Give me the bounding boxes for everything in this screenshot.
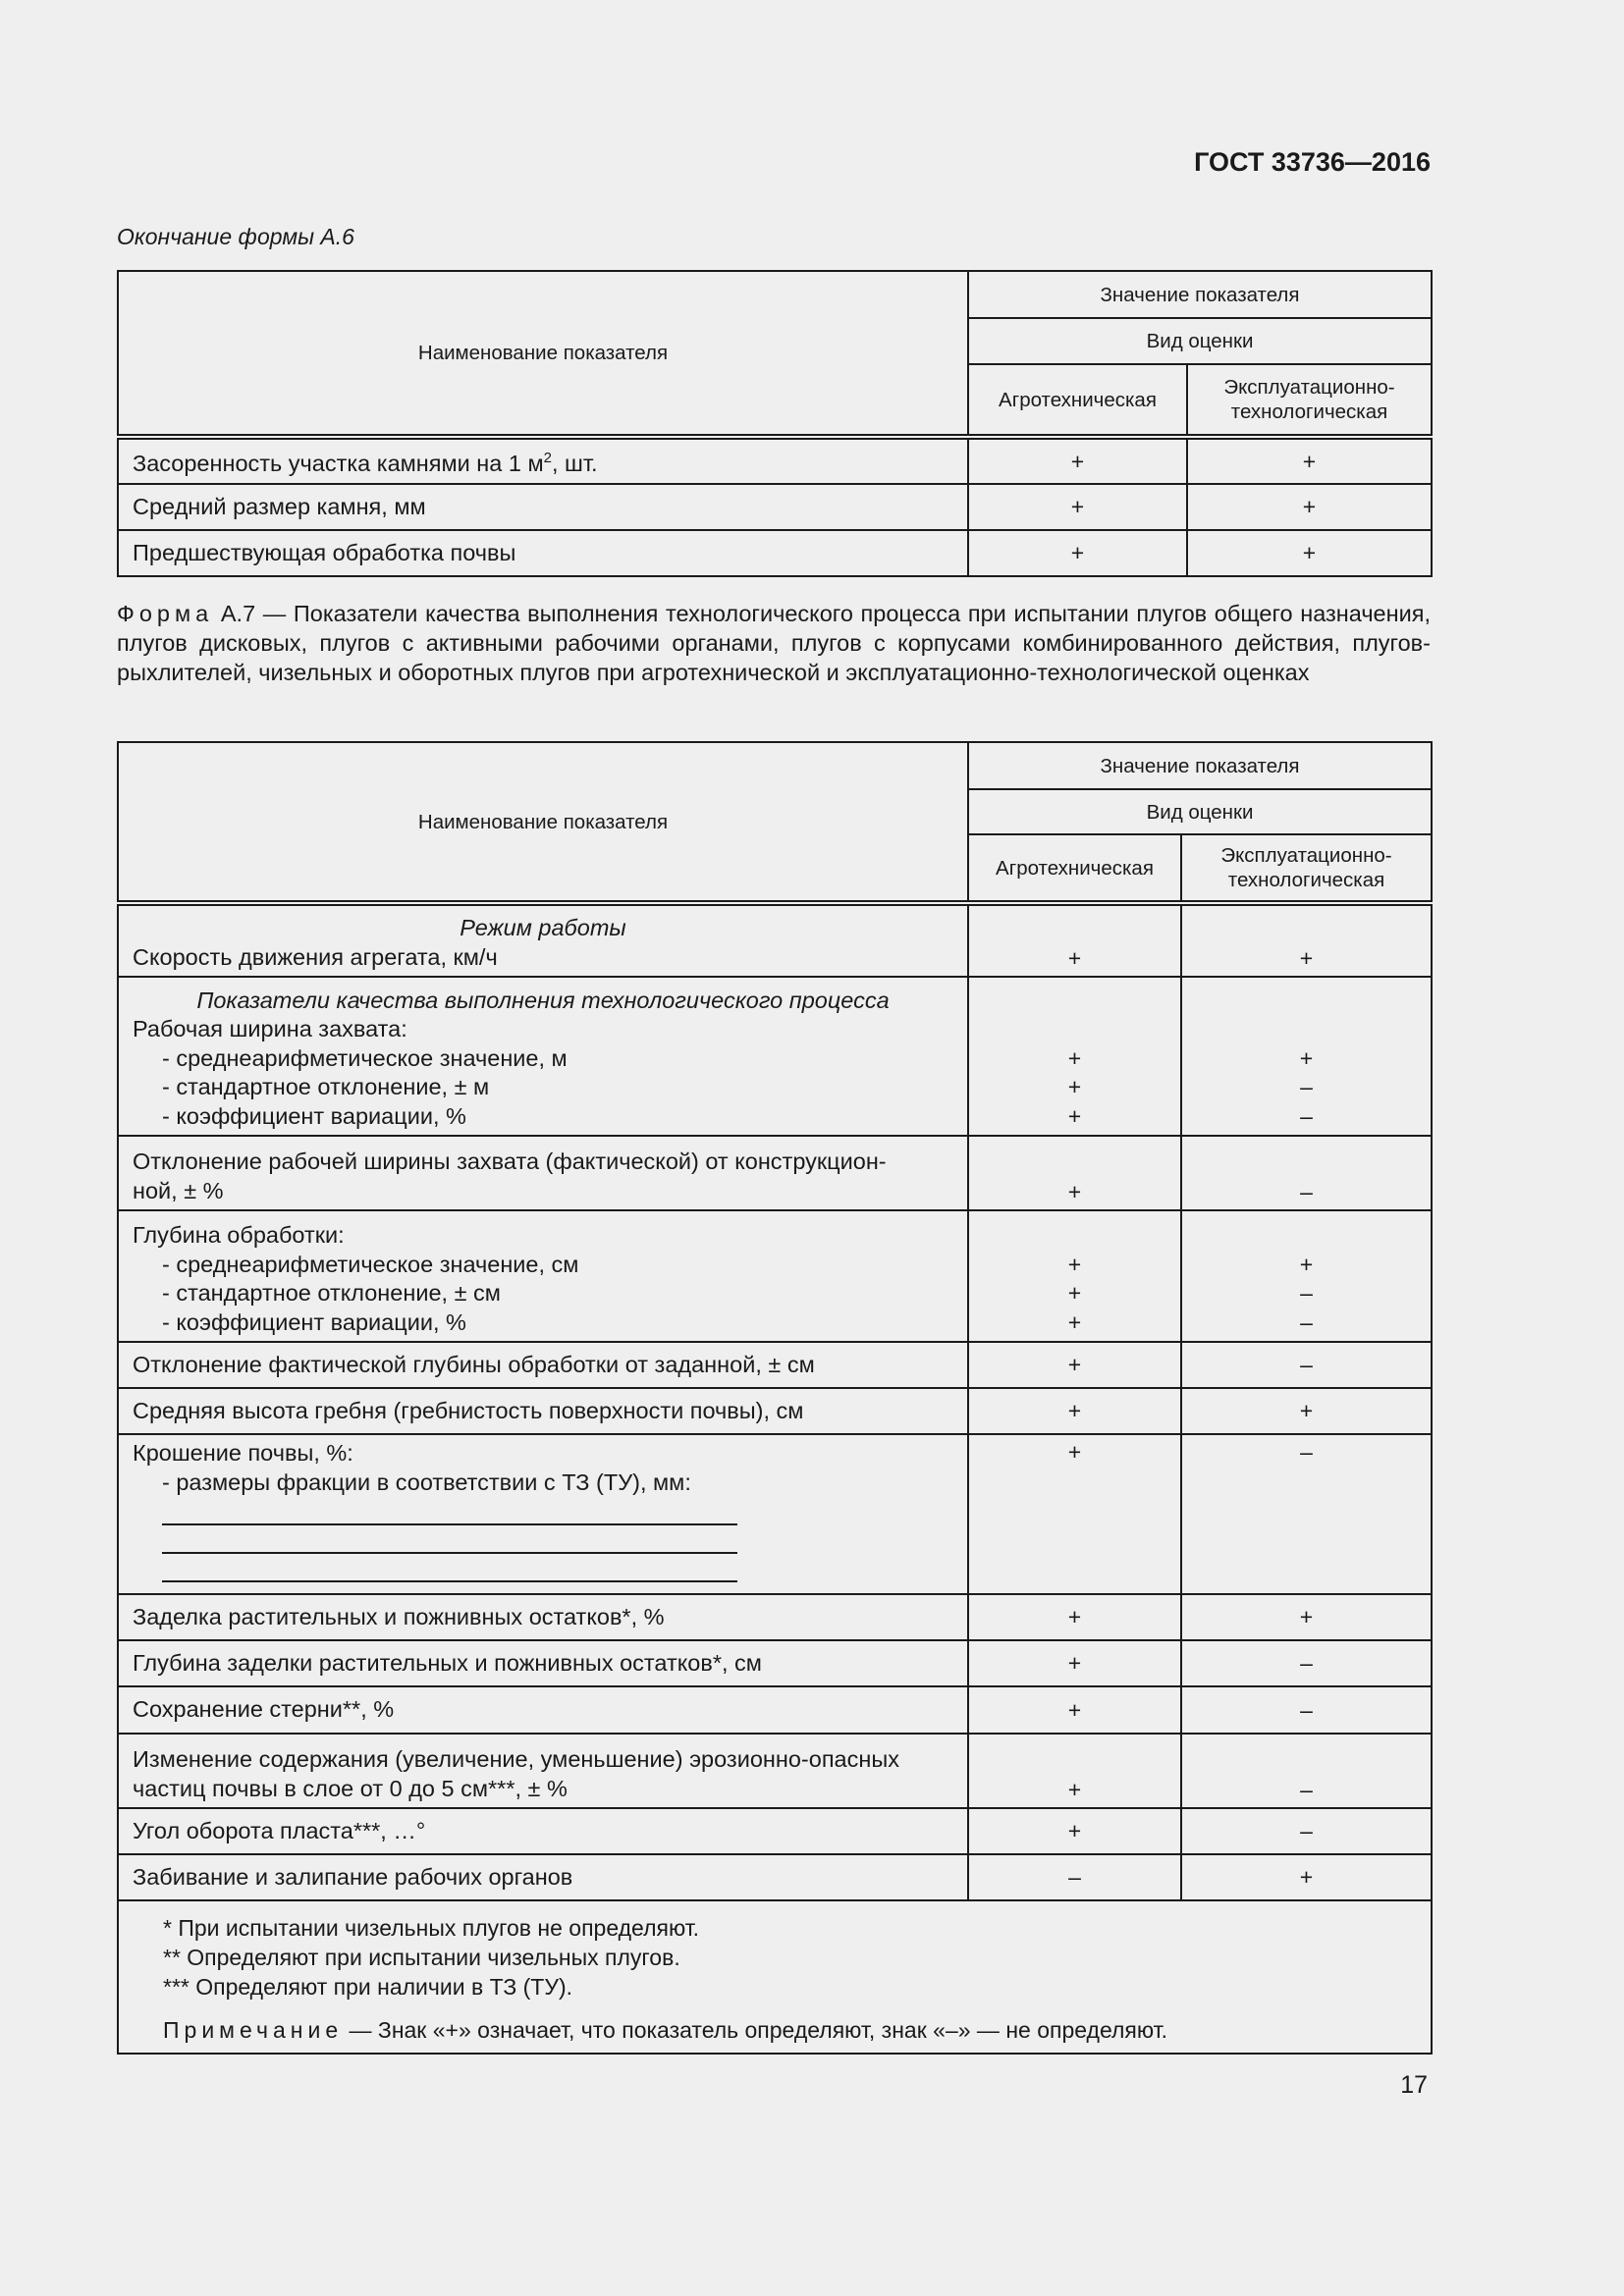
col-header-expl: Эксплуатационно-технологическая [1187,364,1432,437]
row-expl: – [1181,1342,1432,1388]
blank-line [162,1497,737,1525]
row-agro: + [968,1808,1181,1854]
table-row [118,484,1432,530]
row-expl: + [1187,530,1432,576]
row-agro: + [968,1640,1181,1686]
note: Примечание — Знак «+» означает, что показатель определяют, знак «–» — не определяют. [163,2017,1167,2043]
row-expl: + [1181,1854,1432,1900]
row-expl: – [1181,1686,1432,1734]
row-expl: + – – [1181,977,1432,1136]
footnote: *** Определяют при наличии в ТЗ (ТУ). [163,1974,573,2000]
table-row [118,1854,1432,1900]
col-header-agro: Агротехническая [968,834,1181,903]
table-row [118,1686,1432,1734]
col-header-kind: Вид оценки [968,318,1432,364]
row-agro: + [968,484,1187,530]
row-expl: – [1181,1808,1432,1854]
table-row [118,1434,1432,1594]
table-row [118,903,1432,977]
col-header-value: Значение показателя [968,742,1432,789]
row-expl: + – – [1181,1210,1432,1342]
col-header-name: Наименование показателя [118,271,968,437]
table1-caption: Окончание формы А.6 [117,224,354,249]
col-header-agro: Агротехническая [968,364,1187,437]
row-agro: + [968,1734,1181,1808]
table-form-a7 [117,741,1433,2055]
row-expl: + [1181,903,1432,977]
row-expl: – [1181,1640,1432,1686]
row-agro: + + + [968,1210,1181,1342]
document-code: ГОСТ 33736—2016 [1194,147,1431,177]
col-header-kind: Вид оценки [968,789,1432,834]
row-name: Предшествующая обработка почвы [118,530,968,576]
row-name: Отклонение рабочей ширины захвата (фактической) от конструкцион- ной, ± % [118,1136,968,1210]
row-agro: + [968,903,1181,977]
row-name: Изменение содержания (увеличение, уменьшение) эрозионно-опасных частиц почвы в слое от 0 до 5 см***, ± % [118,1734,968,1808]
col-header-expl: Эксплуатационно-технологическая [1181,834,1432,903]
form-a7-title: Форма А.7 — Показатели качества выполнения технологического процесса при испытании плугов общего назначения, плугов дисковых, плугов с активными рабочими органами, плугов с корпусами комбинированного действия, плугов-рыхлителей, чизельных и оборотных плугов при агротехнической и эксплуатационно-технологической оценках [117,601,1431,685]
row-name: Глубина заделки растительных и пожнивных остатков*, см [118,1640,968,1686]
col-header-value: Значение показателя [968,271,1432,318]
table-row [118,977,1432,1136]
table-row [118,1210,1432,1342]
row-expl: – [1181,1434,1432,1594]
row-expl: + [1187,484,1432,530]
row-agro: + [968,437,1187,484]
footnote: * При испытании чизельных плугов не определяют. [163,1915,700,1941]
table-row [118,1594,1432,1640]
section-heading: Показатели качества выполнения технологического процесса [196,987,890,1013]
table-row [118,1342,1432,1388]
row-name: Засоренность участка камнями на 1 $м^2$, шт. [118,437,968,484]
section-heading: Режим работы [460,915,626,940]
table-row [118,530,1432,576]
row-expl: + [1181,1594,1432,1640]
row-name: Режим работы Скорость движения агрегата, км/ч [118,903,968,977]
row-agro: + [968,1136,1181,1210]
row-name: Отклонение фактической глубины обработки от заданной, ± см [118,1342,968,1388]
row-name: Средняя высота гребня (гребнистость поверхности почвы), см [118,1388,968,1434]
row-agro: + [968,1686,1181,1734]
table-row [118,1388,1432,1434]
page-number: 17 [1400,2071,1428,2099]
row-name: Угол оборота пласта***, …° [118,1808,968,1854]
row-agro: + [968,1594,1181,1640]
row-agro: + [968,1342,1181,1388]
row-name: Средний размер камня, мм [118,484,968,530]
table-row [118,437,1432,484]
row-name: Заделка растительных и пожнивных остатков*, % [118,1594,968,1640]
row-agro: + [968,530,1187,576]
table-row [118,1640,1432,1686]
row-expl: – [1181,1734,1432,1808]
row-name: Забивание и залипание рабочих органов [118,1854,968,1900]
table-form-a6 [117,270,1433,577]
row-agro: + [968,1434,1181,1594]
row-agro: + [968,1388,1181,1434]
row-name: Глубина обработки: - среднеарифметическое значение, см - стандартное отклонение, ± см - коэффициент вариации, % [118,1210,968,1342]
footnote: ** Определяют при испытании чизельных плугов. [163,1945,680,1970]
table-row [118,1734,1432,1808]
row-name: Сохранение стерни**, % [118,1686,968,1734]
row-expl: – [1181,1136,1432,1210]
row-name: Показатели качества выполнения технологического процесса Рабочая ширина захвата: - среднеарифметическое значение, м - стандартное отклонение, ± м - коэффициент вариации, % [118,977,968,1136]
row-expl: + [1187,437,1432,484]
row-name: Крошение почвы, %: - размеры фракции в соответствии с ТЗ (ТУ), мм: [118,1434,968,1594]
blank-line [162,1525,737,1554]
table-row [118,1808,1432,1854]
table-row [118,1136,1432,1210]
col-header-name: Наименование показателя [118,742,968,903]
table-notes [118,1900,1432,2054]
row-agro: + + + [968,977,1181,1136]
blank-line [162,1554,737,1582]
table-notes-row [118,1900,1432,2054]
row-expl: + [1181,1388,1432,1434]
row-agro: – [968,1854,1181,1900]
